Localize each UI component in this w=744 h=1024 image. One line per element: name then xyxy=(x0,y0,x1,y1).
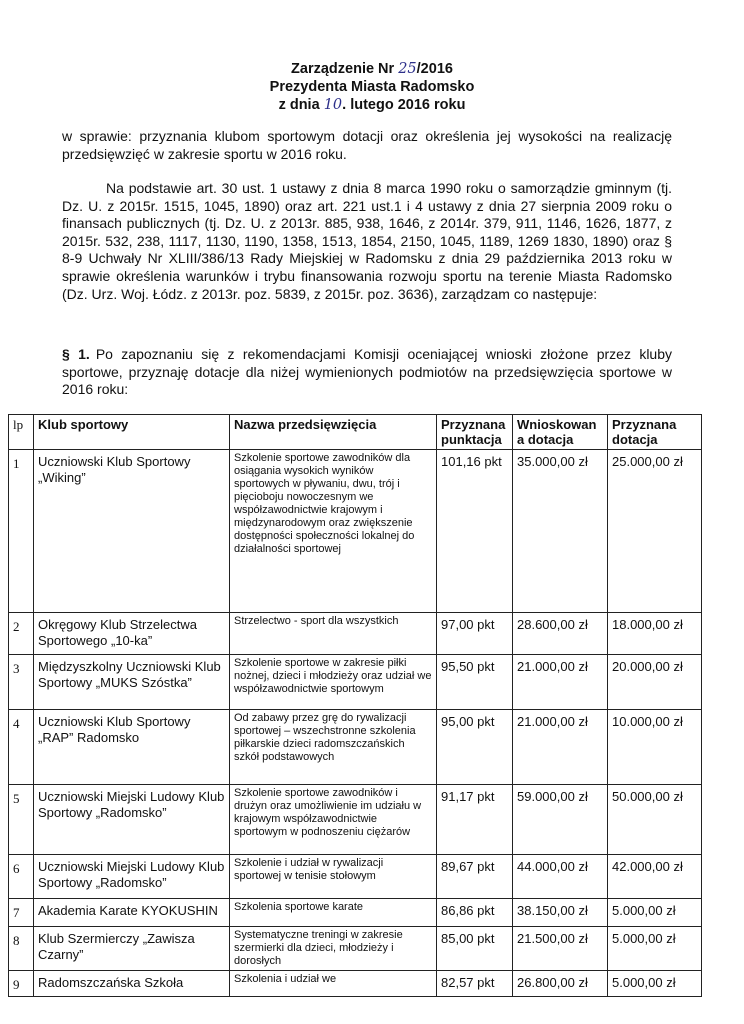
granted-amount: 5.000,00 zł xyxy=(608,971,702,997)
project-name: Szkolenie sportowe w zakresie piłki nożnej, dzieci i młodzieży oraz udział we współzawodnictwie sportowym xyxy=(230,655,437,710)
requested-amount: 38.150,00 zł xyxy=(513,899,608,927)
requested-amount: 44.000,00 zł xyxy=(513,855,608,899)
row-number: 8 xyxy=(9,927,34,971)
table-row xyxy=(9,971,702,997)
granted-amount: 5.000,00 zł xyxy=(608,927,702,971)
points-value: 86,86 pkt xyxy=(437,899,513,927)
club-name: Akademia Karate KYOKUSHIN xyxy=(34,899,230,927)
granted-amount: 42.000,00 zł xyxy=(608,855,702,899)
club-name: Uczniowski Klub Sportowy „RAP” Radomsko xyxy=(34,710,230,785)
row-number: 6 xyxy=(9,855,34,899)
section-1-paragraph xyxy=(62,346,672,399)
project-name: Szkolenia i udział we xyxy=(230,971,437,997)
document-header xyxy=(0,60,744,114)
decree-number-line: Zarządzenie Nr 25/2016 xyxy=(291,61,453,77)
header-project: Nazwa przedsięwzięcia xyxy=(230,415,437,450)
requested-amount: 59.000,00 zł xyxy=(513,785,608,855)
header-lp: lp xyxy=(9,415,34,450)
section-text: Po zapoznaniu się z rekomendacjami Komisji oceniającej wnioski złożone przez kluby sportowe, przyznaję dotacje dla niżej wymienionych podmiotów na przedsięwzięcia sportowe w 2016 roku: xyxy=(62,346,672,398)
points-value: 97,00 pkt xyxy=(437,613,513,655)
header-club: Klub sportowy xyxy=(34,415,230,450)
requested-amount: 35.000,00 zł xyxy=(513,450,608,613)
project-name: Szkolenie i udział w rywalizacji sportowej w tenisie stołowym xyxy=(230,855,437,899)
requested-amount: 26.800,00 zł xyxy=(513,971,608,997)
club-name: Uczniowski Miejski Ludowy Klub Sportowy „Radomsko” xyxy=(34,785,230,855)
points-value: 95,50 pkt xyxy=(437,655,513,710)
granted-amount: 50.000,00 zł xyxy=(608,785,702,855)
points-value: 91,17 pkt xyxy=(437,785,513,855)
requested-amount: 21.000,00 zł xyxy=(513,710,608,785)
row-number: 3 xyxy=(9,655,34,710)
section-mark: § 1. xyxy=(62,346,90,362)
granted-amount: 18.000,00 zł xyxy=(608,613,702,655)
row-number: 2 xyxy=(9,613,34,655)
table-row xyxy=(9,855,702,899)
club-name: Międzyszkolny Uczniowski Klub Sportowy „MUKS Szóstka” xyxy=(34,655,230,710)
table-row xyxy=(9,785,702,855)
points-value: 85,00 pkt xyxy=(437,927,513,971)
table-row xyxy=(9,450,702,613)
requested-amount: 21.000,00 zł xyxy=(513,655,608,710)
project-name: Strzelectwo - sport dla wszystkich xyxy=(230,613,437,655)
row-number: 5 xyxy=(9,785,34,855)
project-name: Szkolenia sportowe karate xyxy=(230,899,437,927)
table-row xyxy=(9,655,702,710)
club-name: Radomszczańska Szkoła xyxy=(34,971,230,997)
handwritten-number: 25 xyxy=(398,61,417,77)
granted-amount: 20.000,00 zł xyxy=(608,655,702,710)
header-points: Przyznana punktacja xyxy=(437,415,513,450)
project-name: Systematyczne treningi w zakresie szermierki dla dzieci, młodzieży i dorosłych xyxy=(230,927,437,971)
header-requested: Wnioskowan a dotacja xyxy=(513,415,608,450)
granted-amount: 25.000,00 zł xyxy=(608,450,702,613)
table-row xyxy=(9,927,702,971)
requested-amount: 28.600,00 zł xyxy=(513,613,608,655)
requested-amount: 21.500,00 zł xyxy=(513,927,608,971)
row-number: 7 xyxy=(9,899,34,927)
table-row xyxy=(9,899,702,927)
points-value: 89,67 pkt xyxy=(437,855,513,899)
subject-paragraph: w sprawie: przyznania klubom sportowym dotacji oraz określenia jej wysokości na realizację przedsięwzięć w zakresie sportu w 2016 roku. xyxy=(62,128,672,162)
table-row xyxy=(9,613,702,655)
grants-table xyxy=(8,414,702,997)
header-granted: Przyznana dotacja xyxy=(608,415,702,450)
club-name: Klub Szermierczy „Zawisza Czarny” xyxy=(34,927,230,971)
row-number: 4 xyxy=(9,710,34,785)
points-value: 82,57 pkt xyxy=(437,971,513,997)
legal-basis-paragraph: Na podstawie art. 30 ust. 1 ustawy z dnia 8 marca 1990 roku o samorządzie gminnym (tj. Dz. U. z 2015r. 1515, 1045, 1890) oraz art. 221 ust.1 i 4 ustawy z dnia 27 sierpnia 2009 roku o finansach publicznych (tj. Dz. U. z 2013r. 885, 938, 1646, z 2014r. 379, 911, 1146, 1626, 1877, z 2015r. 532, 238, 1117, 1130, 1190, 1358, 1513, 1854, 2150, 1045, 1189, 1269 1830, 1890) oraz § 8-9 Uchwały Nr XLIII/386/13 Rady Miejskiej w Radomsku z dnia 29 października 2013 roku w sprawie określenia warunków i trybu finansowania rozwoju sportu na terenie Miasta Radomsko (Dz. Urz. Woj. Łódz. z 2013r. poz. 5839, z 2015r. poz. 3636), zarządzam co następuje: xyxy=(62,180,672,302)
table-body xyxy=(9,450,702,997)
granted-amount: 5.000,00 zł xyxy=(608,899,702,927)
club-name: Okręgowy Klub Strzelectwa Sportowego „10-ka” xyxy=(34,613,230,655)
row-number: 9 xyxy=(9,971,34,997)
granted-amount: 10.000,00 zł xyxy=(608,710,702,785)
project-name: Od zabawy przez grę do rywalizacji sportowej – wszechstronne szkolenia piłkarskie dzieci radomszczańskich szkół podstawowych xyxy=(230,710,437,785)
club-name: Uczniowski Klub Sportowy „Wiking” xyxy=(34,450,230,613)
row-number: 1 xyxy=(9,450,34,613)
table-row xyxy=(9,710,702,785)
points-value: 95,00 pkt xyxy=(437,710,513,785)
project-name: Szkolenie sportowe zawodników i drużyn oraz umożliwienie im udziału w krajowym współzawodnictwie sportowym w podnoszeniu ciężarów xyxy=(230,785,437,855)
issuer-line: Prezydenta Miasta Radomsko xyxy=(269,79,475,95)
table-header-row xyxy=(9,415,702,450)
date-line: z dnia 10. lutego 2016 roku xyxy=(278,97,466,113)
points-value: 101,16 pkt xyxy=(437,450,513,613)
project-name: Szkolenie sportowe zawodników dla osiągania wysokich wyników sportowych w pływaniu, dwu, trój i pięcioboju nowoczesnym we współzawodnictwie krajowym i międzynarodowym oraz zwiększenie dostępności społeczności lokalnej do działalności sportowej xyxy=(230,450,437,613)
handwritten-day: 10 xyxy=(323,97,343,113)
club-name: Uczniowski Miejski Ludowy Klub Sportowy „Radomsko” xyxy=(34,855,230,899)
